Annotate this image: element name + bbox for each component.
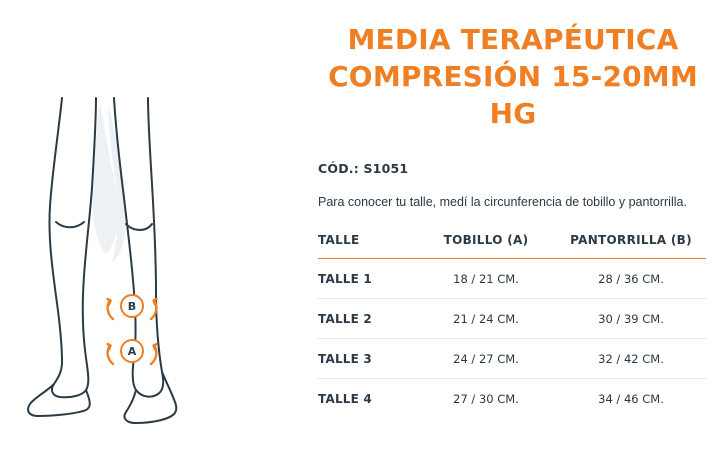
cell-pantorrilla: 30 / 39 CM. [556,298,706,338]
cell-talle: TALLE 4 [318,391,372,406]
left-knee-crease [56,222,84,227]
marker-a-label: A [127,345,137,358]
left-leg-outline [49,98,96,397]
table-row [318,298,706,338]
cell-pantorrilla: 34 / 46 CM. [598,391,664,406]
size-table-body [318,258,706,418]
marker-b-label: B [127,300,137,313]
size-table [318,233,706,418]
cell-tobillo: 18 / 21 CM. [416,258,556,298]
product-title [318,22,708,133]
cell-talle: TALLE 1 [318,258,416,298]
product-code: CÓD.: S1051 [318,160,409,176]
size-table-head [318,233,706,259]
left-foot [28,384,90,416]
cell-talle: TALLE 2 [318,298,416,338]
content-panel [318,0,708,463]
header-tobillo: TOBILLO (A) [416,233,556,259]
product-title-line-2: COMPRESIÓN 15-20MM HG [328,59,698,130]
header-pantorrilla: PANTORRILLA (B) [556,233,706,259]
cell-tobillo: 27 / 30 CM. [453,391,519,406]
table-row [318,258,706,298]
cell-pantorrilla: 32 / 42 CM. [556,338,706,378]
cell-tobillo: 21 / 24 CM. [416,298,556,338]
cell-tobillo: 24 / 27 CM. [416,338,556,378]
cell-pantorrilla: 28 / 36 CM. [556,258,706,298]
measurement-instructions: Para conocer tu talle, medí la circunferencia de tobillo y pantorrilla. [318,194,687,209]
cell-talle: TALLE 3 [318,338,416,378]
product-title-line-1: MEDIA TERAPÉUTICA [347,23,679,56]
table-row [318,378,706,418]
legs-illustration [22,96,292,426]
size-table-header-row [318,233,706,259]
right-knee-crease [126,224,152,230]
header-talle: TALLE [318,233,416,259]
table-row [318,338,706,378]
